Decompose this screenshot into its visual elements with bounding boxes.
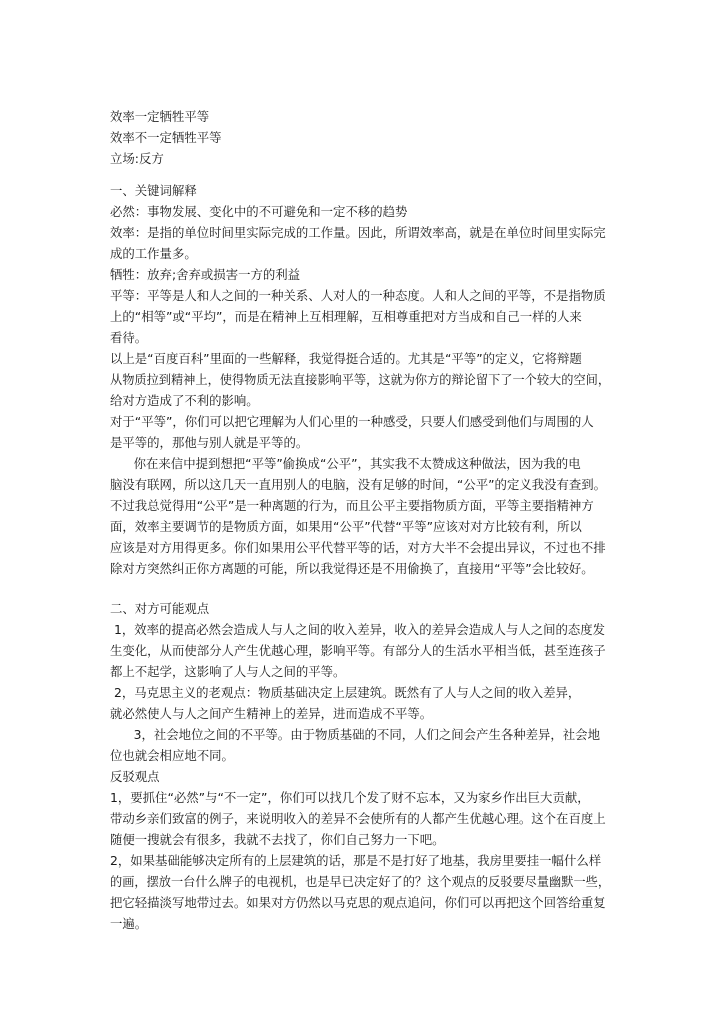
paragraph-line: 是平等的，那他与别人就是平等的。 [110, 435, 309, 450]
paragraph-line: 你在来信中提到想把“平等”偷换成“公平”，其实我不太赞成这种做法，因为我的电 [110, 456, 581, 471]
paragraph-line: 1，效率的提高必然会造成人与人之间的收入差异，收入的差异会造成人与人之间的态度发 [110, 622, 606, 637]
paragraph-line: 一遍。 [110, 916, 148, 931]
paragraph-line: 就必然使人与人之间产生精神上的差异，进而造成不平等。 [110, 706, 433, 721]
paragraph-line: 都上不起学，这影响了人与人之间的平等。 [110, 664, 346, 679]
paragraph-line: 效率：是指的单位时间里实际完成的工作量。因此，所谓效率高，就是在单位时间里实际完 [110, 225, 606, 240]
paragraph-line: 面，效率主要调节的是物质方面，如果用“公平”代替“平等”应该对对方比较有利，所以 [110, 519, 582, 534]
paragraph-line: 给对方造成了不利的影响。 [110, 393, 259, 408]
paragraph-line: 必然：事物发展、变化中的不可避免和一定不移的趋势 [110, 204, 408, 219]
paragraph-line: 2，马克思主义的老观点：物质基础决定上层建筑。既然有了人与人之间的收入差异， [110, 685, 581, 700]
paragraph-line: 成的工作量多。 [110, 246, 197, 261]
paragraph-line: 带动乡亲们致富的例子，来说明收入的差异不会使所有的人都产生优越心理。这个在百度上 [110, 811, 606, 826]
section-heading: 二、对方可能观点 [110, 601, 210, 616]
paragraph-line: 2，如果基础能够决定所有的上层建筑的话，那是不是打好了地基，我房里要挂一幅什么样 [110, 853, 602, 868]
paragraph-line: 平等：平等是人和人之间的一种关系、人对人的一种态度。人和人之间的平等，不是指物质 [110, 288, 606, 303]
paragraph-line: 对于“平等”，你们可以把它理解为人们心里的一种感受，只要人们感受到他们与周围的人 [110, 414, 594, 429]
paragraph-line: 应该是对方用得更多。你们如果用公平代替平等的话，对方大半不会提出异议，不过也不排 [110, 540, 606, 555]
paragraph-line: 位也就会相应地不同。 [110, 748, 234, 763]
motion-line: 效率一定牺牲平等 [110, 109, 210, 124]
section-heading: 一、关键词解释 [110, 183, 197, 198]
paragraph-line: 从物质拉到精神上，使得物质无法直接影响平等，这就为你方的辩论留下了一个较大的空间， [110, 372, 611, 387]
stance-line: 立场:反方 [110, 151, 164, 166]
paragraph-line: 把它轻描淡写地带过去。如果对方仍然以马克思的观点追问，你们可以再把这个回答给重复 [110, 895, 606, 910]
paragraph-line: 除对方突然纠正你方离题的可能，所以我觉得还是不用偷换了，直接用“平等”会比较好。 [110, 561, 594, 576]
motion-line: 效率不一定牺牲平等 [110, 130, 222, 145]
paragraph-line: 的画，摆放一台什么牌子的电视机，也是早已决定好了的？这个观点的反驳要尽量幽默一些， [110, 874, 611, 889]
paragraph-line: 1，要抓住“必然”与“不一定”，你们可以找几个发了财不忘本，又为家乡作出巨大贡献， [110, 790, 590, 805]
paragraph-line: 不过我总觉得用“公平”是一种离题的行为，而且公平主要指物质方面，平等主要指精神方 [110, 498, 594, 513]
paragraph-line: 脑没有联网，所以这几天一直用别人的电脑，没有足够的时间，“公平”的定义我没有查到。 [110, 477, 607, 492]
paragraph-line: 牺牲：放弃;舍弃或损害一方的利益 [110, 267, 301, 282]
paragraph-line: 上的“相等”或“平均”，而是在精神上互相理解，互相尊重把对方当成和自己一样的人来 [110, 309, 582, 324]
paragraph-line: 3，社会地位之间的不平等。由于物质基础的不同，人们之间会产生各种差异，社会地 [110, 727, 600, 742]
paragraph-line: 看待。 [110, 330, 148, 345]
paragraph-line: 以上是“百度百科”里面的一些解释，我觉得挺合适的。尤其是“平等”的定义，它将辩题 [110, 351, 582, 366]
paragraph-line: 生变化，从而使部分人产生优越心理，影响平等。有部分人的生活水平相当低，甚至连孩子 [110, 643, 606, 658]
paragraph-line: 随便一搜就会有很多，我就不去找了，你们自己努力一下吧。 [110, 832, 445, 847]
section-heading: 反驳观点 [110, 769, 160, 784]
